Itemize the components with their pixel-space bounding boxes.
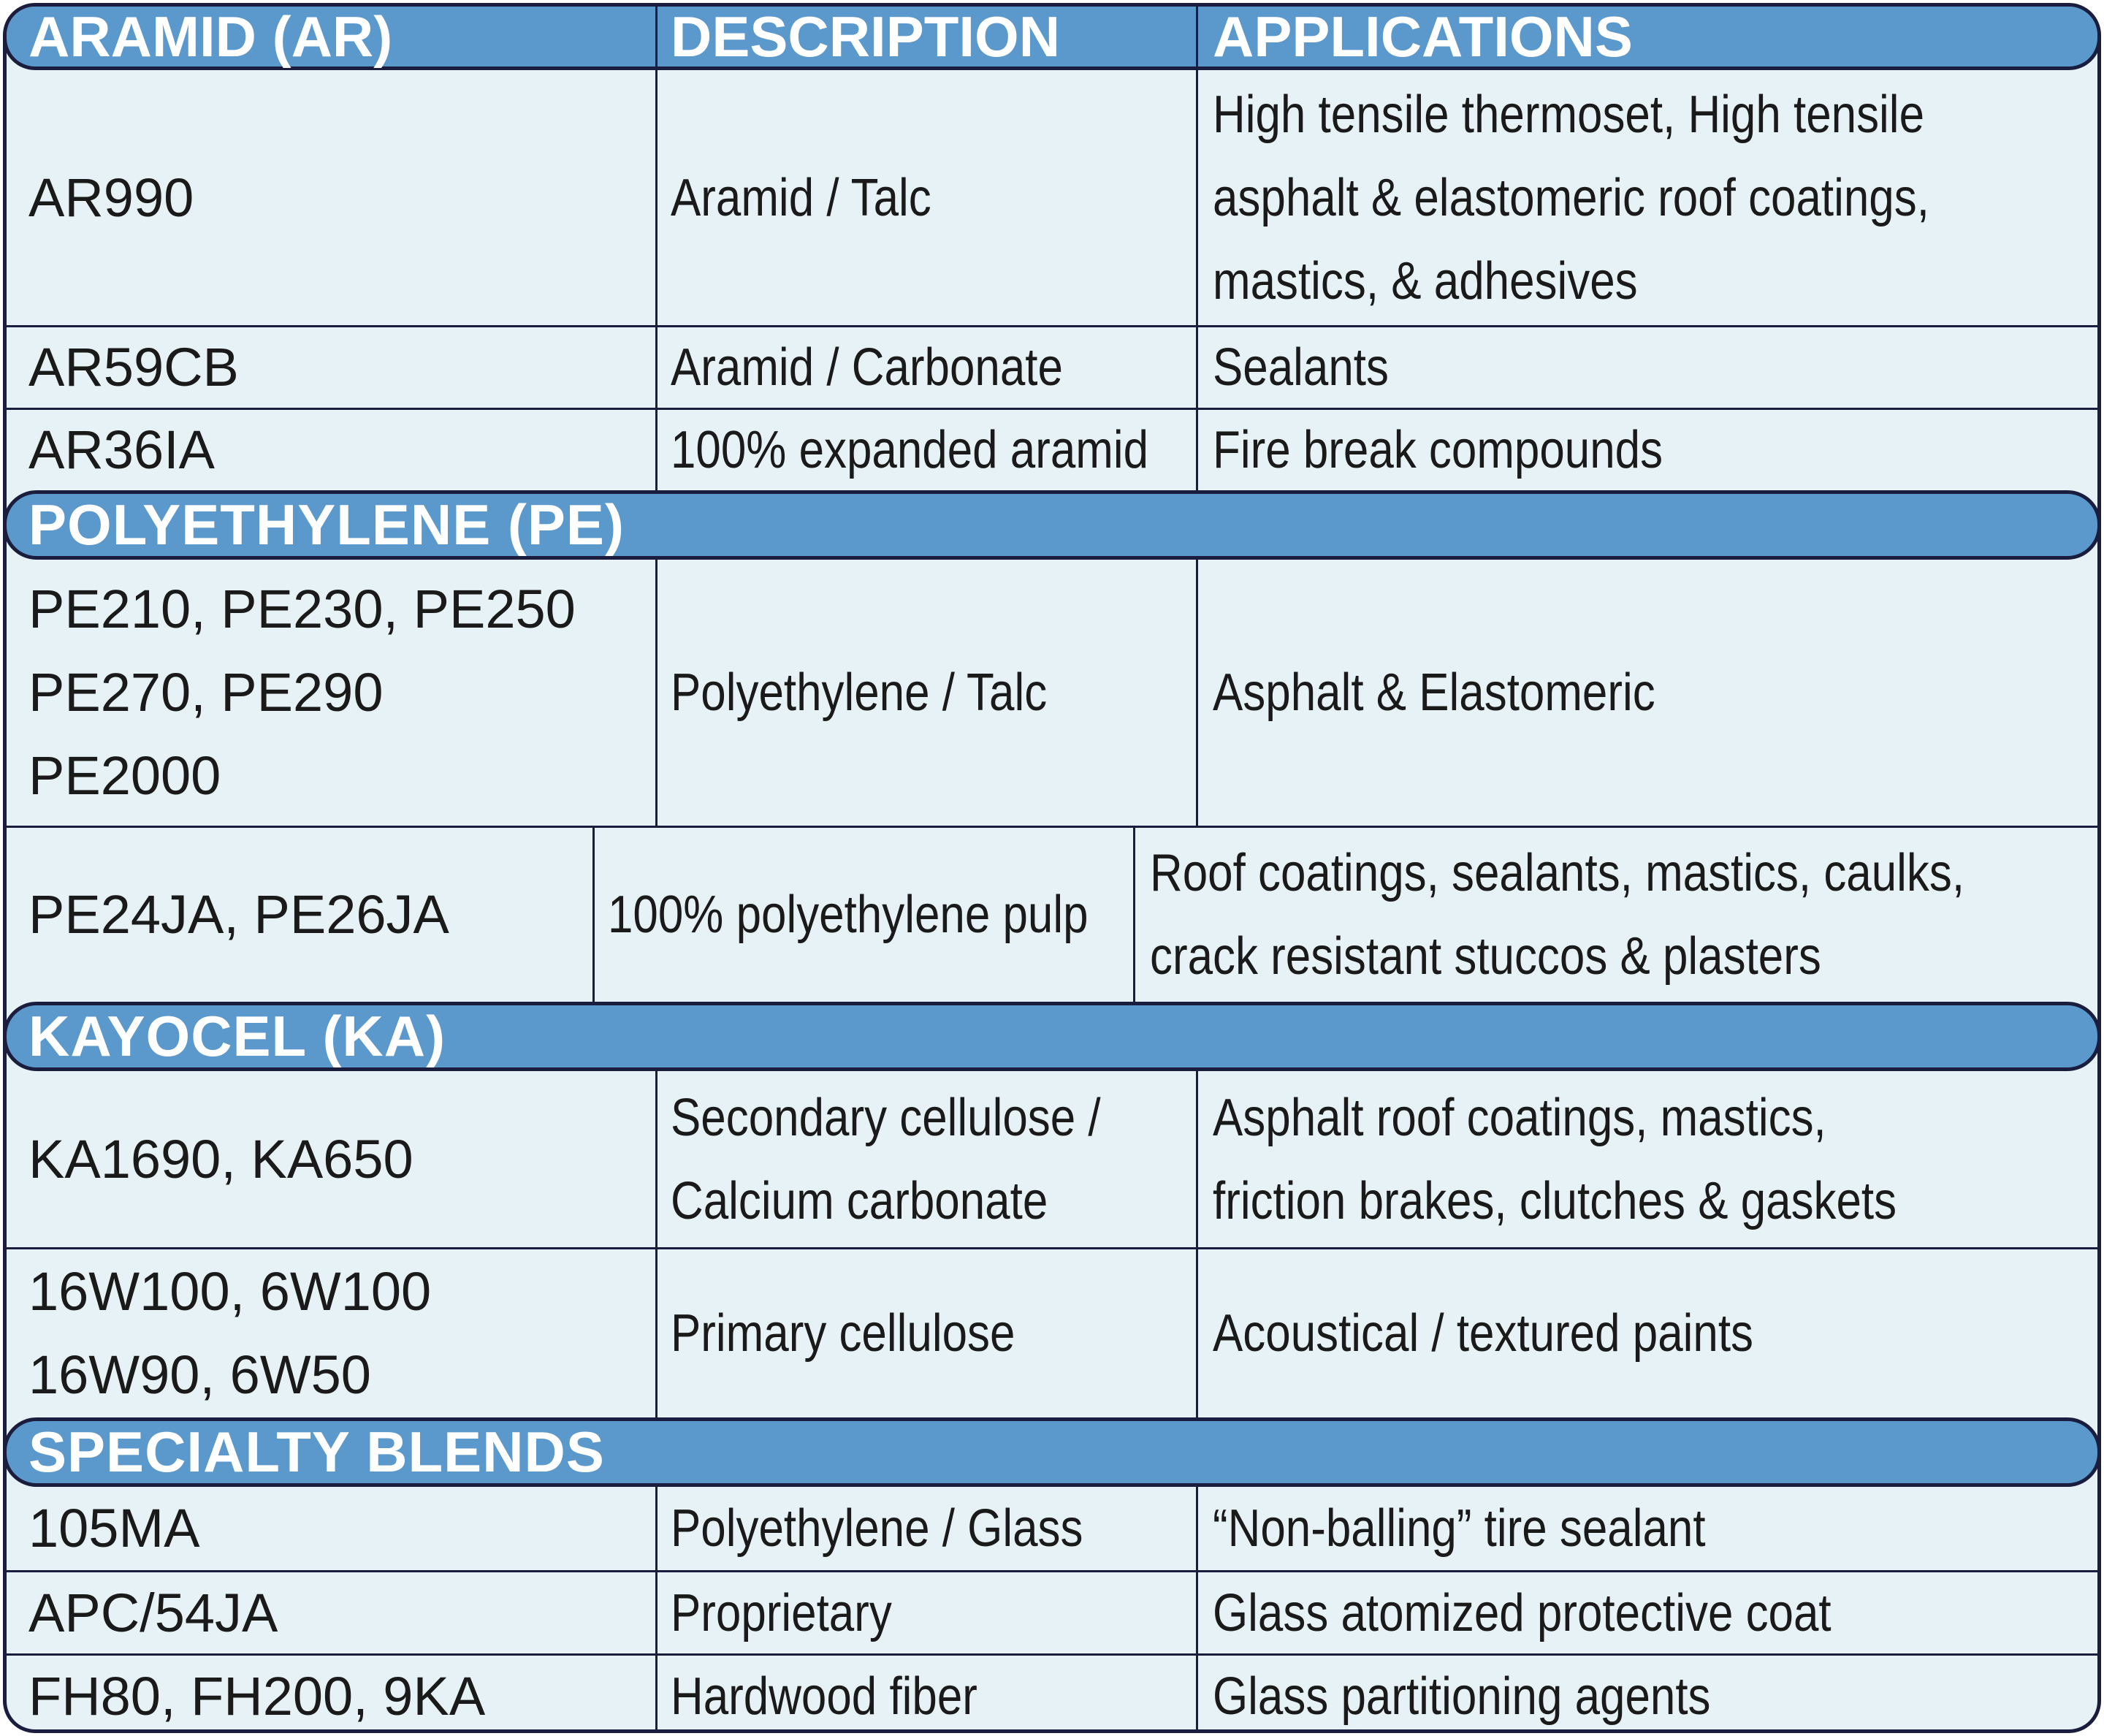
table-row bbox=[7, 1570, 2097, 1653]
applications-cell bbox=[1196, 560, 2097, 826]
applications-cell bbox=[1196, 1249, 2097, 1417]
applications-cell-line: Glass atomized protective coat bbox=[1213, 1583, 1832, 1642]
grade-cell-line: AR59CB bbox=[28, 337, 239, 397]
applications-cell-line: mastics, & adhesives bbox=[1213, 251, 1638, 311]
table-row bbox=[7, 70, 2097, 325]
section-title: POLYETHYLENE (PE) bbox=[28, 492, 625, 557]
applications-cell bbox=[1196, 327, 2097, 408]
table-row bbox=[7, 408, 2097, 490]
applications-cell bbox=[1196, 70, 2097, 325]
description-cell bbox=[655, 1487, 1196, 1570]
grade-cell-line: PE210, PE230, PE250 bbox=[28, 579, 576, 639]
grade-cell-line: 16W100, 6W100 bbox=[28, 1261, 432, 1322]
grade-cell bbox=[7, 1656, 655, 1733]
grade-cell bbox=[7, 410, 655, 490]
applications-cell bbox=[1196, 1572, 2097, 1653]
grade-cell bbox=[7, 1071, 655, 1247]
grade-cell bbox=[7, 1572, 655, 1653]
applications-cell-line: “Non-balling” tire sealant bbox=[1213, 1499, 1706, 1558]
grade-cell-line: PE270, PE290 bbox=[28, 662, 384, 723]
grade-cell-line: KA1690, KA650 bbox=[28, 1128, 413, 1189]
description-cell bbox=[655, 1249, 1196, 1417]
description-cell-line: Polyethylene / Talc bbox=[671, 663, 1048, 722]
applications-cell-line: Roof coatings, sealants, mastics, caulks, bbox=[1150, 844, 1965, 902]
description-cell-line: Polyethylene / Glass bbox=[671, 1499, 1083, 1558]
header-description: DESCRIPTION bbox=[655, 7, 1196, 66]
description-cell-line: Primary cellulose bbox=[671, 1304, 1015, 1363]
applications-cell-line: Fire break compounds bbox=[1213, 421, 1663, 479]
grade-cell-line: AR36IA bbox=[28, 419, 216, 480]
grade-cell-line: AR990 bbox=[28, 167, 194, 228]
description-cell bbox=[592, 828, 1133, 1002]
section-title: KAYOCEL (KA) bbox=[28, 1004, 446, 1068]
grade-cell bbox=[7, 828, 592, 1002]
description-cell-line: Proprietary bbox=[671, 1583, 892, 1642]
grade-cell bbox=[7, 70, 655, 325]
applications-cell-line: Asphalt & Elastomeric bbox=[1213, 663, 1655, 722]
grade-cell bbox=[7, 1249, 655, 1417]
table-row bbox=[7, 1487, 2097, 1570]
section-band bbox=[3, 490, 2101, 560]
applications-cell-line: crack resistant stuccos & plasters bbox=[1150, 927, 1822, 986]
grade-cell bbox=[7, 327, 655, 408]
table-row bbox=[7, 1071, 2097, 1247]
grade-cell bbox=[7, 1487, 655, 1570]
description-cell-line: Secondary cellulose / bbox=[671, 1088, 1101, 1147]
header-applications: APPLICATIONS bbox=[1196, 7, 2097, 66]
table-row bbox=[7, 1247, 2097, 1417]
product-table bbox=[3, 3, 2101, 1733]
applications-cell bbox=[1196, 1487, 2097, 1570]
section-band bbox=[3, 1417, 2101, 1487]
description-cell-line: 100% expanded aramid bbox=[671, 421, 1149, 479]
header-aramid: ARAMID (AR) bbox=[28, 4, 393, 69]
grade-cell-line: APC/54JA bbox=[28, 1582, 278, 1643]
description-cell-line: Aramid / Carbonate bbox=[671, 338, 1063, 397]
applications-cell-line: friction brakes, clutches & gaskets bbox=[1213, 1171, 1897, 1230]
applications-cell-line: Asphalt roof coatings, mastics, bbox=[1213, 1088, 1826, 1147]
applications-cell bbox=[1196, 1071, 2097, 1247]
applications-cell bbox=[1196, 1656, 2097, 1733]
section-title: SPECIALTY BLENDS bbox=[28, 1420, 605, 1484]
description-cell bbox=[655, 560, 1196, 826]
section-band bbox=[3, 1002, 2101, 1071]
applications-cell-line: High tensile thermoset, High tensile bbox=[1213, 85, 1925, 144]
description-cell bbox=[655, 70, 1196, 325]
table-header bbox=[3, 3, 2101, 70]
description-cell-line: Hardwood fiber bbox=[671, 1667, 977, 1726]
grade-cell-line: FH80, FH200, 9KA bbox=[28, 1665, 486, 1727]
applications-cell bbox=[1196, 410, 2097, 490]
applications-cell-line: Acoustical / textured paints bbox=[1213, 1304, 1753, 1363]
description-cell bbox=[655, 1656, 1196, 1733]
applications-cell-line: Sealants bbox=[1213, 338, 1389, 397]
description-cell bbox=[655, 410, 1196, 490]
description-cell bbox=[655, 1572, 1196, 1653]
grade-cell-line: PE2000 bbox=[28, 745, 221, 806]
grade-cell-line: PE24JA, PE26JA bbox=[28, 884, 449, 945]
table-row bbox=[7, 560, 2097, 826]
grade-cell bbox=[7, 560, 655, 826]
description-cell-line: Calcium carbonate bbox=[671, 1171, 1048, 1230]
table-row bbox=[7, 826, 2097, 1002]
applications-cell bbox=[1133, 828, 2097, 1002]
table-row bbox=[7, 325, 2097, 408]
description-cell-line: Aramid / Talc bbox=[671, 168, 931, 227]
grade-cell-line: 105MA bbox=[28, 1498, 200, 1558]
applications-cell-line: asphalt & elastomeric roof coatings, bbox=[1213, 168, 1929, 227]
description-cell-line: 100% polyethylene pulp bbox=[608, 886, 1089, 944]
description-cell bbox=[655, 327, 1196, 408]
applications-cell-line: Glass partitioning agents bbox=[1213, 1667, 1711, 1726]
table-row bbox=[7, 1653, 2097, 1733]
grade-cell-line: 16W90, 6W50 bbox=[28, 1344, 371, 1405]
description-cell bbox=[655, 1071, 1196, 1247]
